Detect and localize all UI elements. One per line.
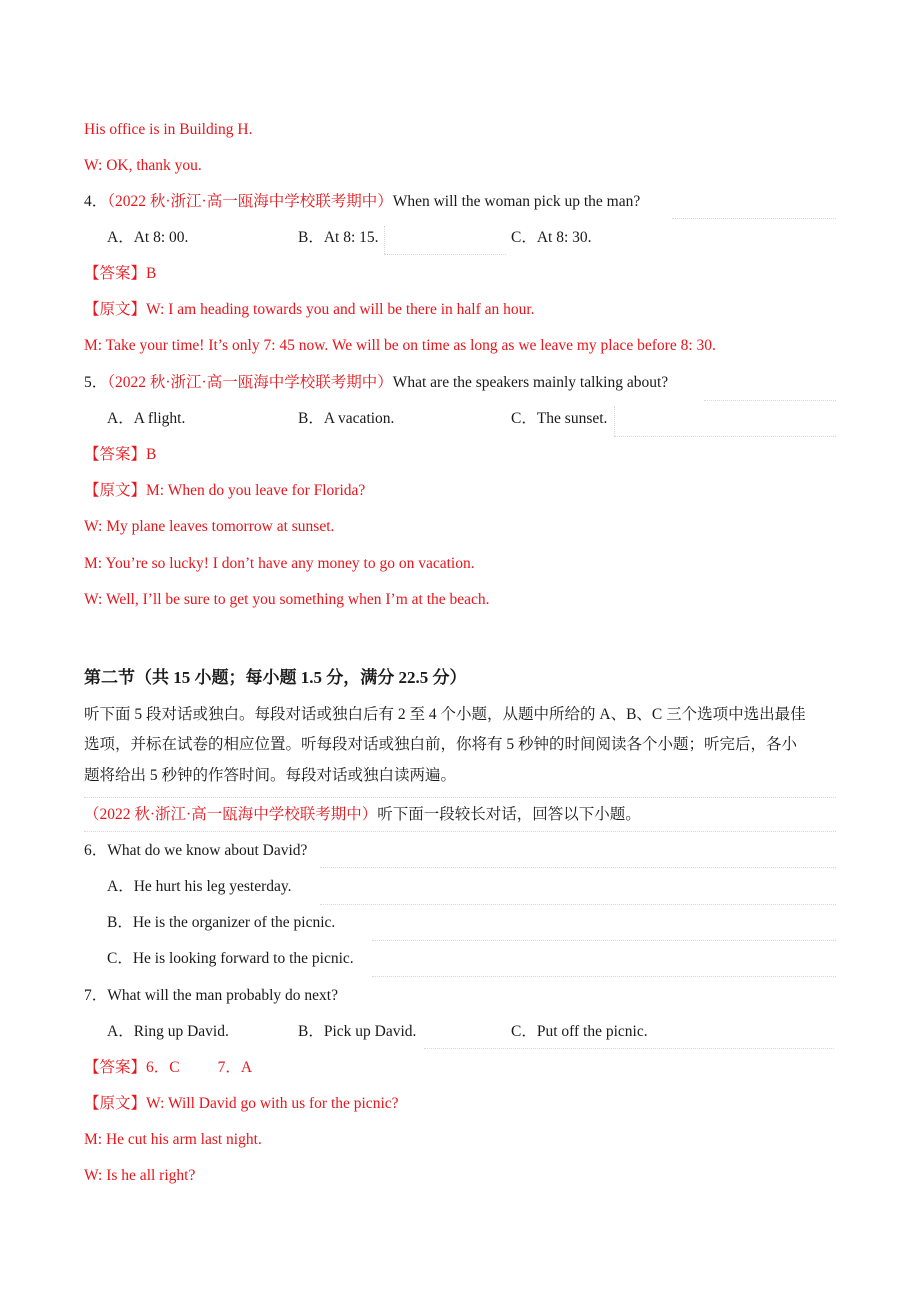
transcript-line: W: OK, thank you. (84, 157, 202, 174)
answer-label: 【答案】 (84, 1059, 147, 1076)
transcript-line: 【原文】W: I am heading towards you and will be there in half an hour. (84, 301, 535, 318)
question-text: What will the man probably do next? (107, 987, 338, 1004)
question-6 (84, 841, 307, 861)
transcript-line: W: Well, I’ll be sure to get you something when I’m at the beach. (84, 591, 490, 608)
question-text: What do we know about David? (107, 842, 308, 859)
option-b: B．At 8: 15. (298, 229, 379, 246)
question-source: （2022 秋·浙江·高一瓯海中学校联考期中） (84, 806, 378, 823)
transcript-line: M: You’re so lucky! I don’t have any money to go on vacation. (84, 555, 475, 572)
question-5 (84, 373, 668, 393)
answer-value: B (146, 265, 157, 282)
transcript-line: W: Is he all right? (84, 1167, 196, 1184)
transcript-label: 【原文】 (84, 482, 147, 499)
option-c: C．Put off the picnic. (511, 1023, 648, 1040)
transcript-line: 【原文】M: When do you leave for Florida? (84, 482, 366, 499)
transcript-line: W: My plane leaves tomorrow at sunset. (84, 518, 335, 535)
option-a: A．He hurt his leg yesterday. (107, 878, 292, 895)
question-text: What are the speakers mainly talking about? (392, 374, 669, 391)
question-number: 5． (84, 374, 108, 391)
option-a: A．Ring up David. (107, 1023, 229, 1040)
transcript-line: M: Take your time! It’s only 7: 45 now. We will be on time as long as we leave my place before 8: 30. (84, 337, 716, 354)
answer-value: B (146, 446, 157, 463)
transcript-line: M: He cut his arm last night. (84, 1131, 262, 1148)
transcript-label: 【原文】 (84, 301, 147, 318)
option-c: C．The sunset. (511, 410, 608, 427)
question-text: When will the woman pick up the man? (392, 193, 641, 210)
option-b: B．A vacation. (298, 410, 395, 427)
answer-value: 7．A (217, 1059, 253, 1076)
option-a: A．A flight. (107, 410, 186, 427)
transcript-label: 【原文】 (84, 1095, 147, 1112)
passage-source: （2022 秋·浙江·高一瓯海中学校联考期中）听下面一段较长对话，回答以下小题。 (84, 806, 641, 823)
transcript-line: 【原文】W: Will David go with us for the picnic? (84, 1095, 399, 1112)
answer-line (84, 445, 156, 465)
question-source: （2022 秋·浙江·高一瓯海中学校联考期中） (107, 193, 393, 210)
section-heading: 第二节（共 15 小题；每小题 1.5 分，满分 22.5 分） (84, 668, 467, 687)
answer-label: 【答案】 (84, 265, 147, 282)
option-b: B．He is the organizer of the picnic. (107, 914, 336, 931)
question-source: （2022 秋·浙江·高一瓯海中学校联考期中） (107, 374, 393, 391)
answer-value: 6．C (146, 1059, 180, 1076)
question-number: 6． (84, 842, 108, 859)
question-4 (84, 192, 640, 212)
transcript-line: His office is in Building H. (84, 121, 253, 138)
instructions-line: 听下面 5 段对话或独白。每段对话或独白后有 2 至 4 个小题，从题中所给的 A、B、C 三个选项中选出最佳 (84, 706, 806, 723)
option-b: B．Pick up David. (298, 1023, 417, 1040)
option-c: C．He is looking forward to the picnic. (107, 950, 354, 967)
option-c: C．At 8: 30. (511, 229, 592, 246)
answer-label: 【答案】 (84, 446, 147, 463)
answer-line (84, 264, 156, 284)
question-7 (84, 986, 338, 1006)
question-number: 4． (84, 193, 108, 210)
question-number: 7． (84, 987, 108, 1004)
instructions-line: 选项，并标在试卷的相应位置。听每段对话或独白前，你将有 5 秒钟的时间阅读各个小题；听完后，各小 (84, 736, 798, 753)
option-a: A．At 8: 00. (107, 229, 189, 246)
instructions-line: 题将给出 5 秒钟的作答时间。每段对话或独白读两遍。 (84, 767, 457, 784)
answer-line (84, 1058, 252, 1078)
